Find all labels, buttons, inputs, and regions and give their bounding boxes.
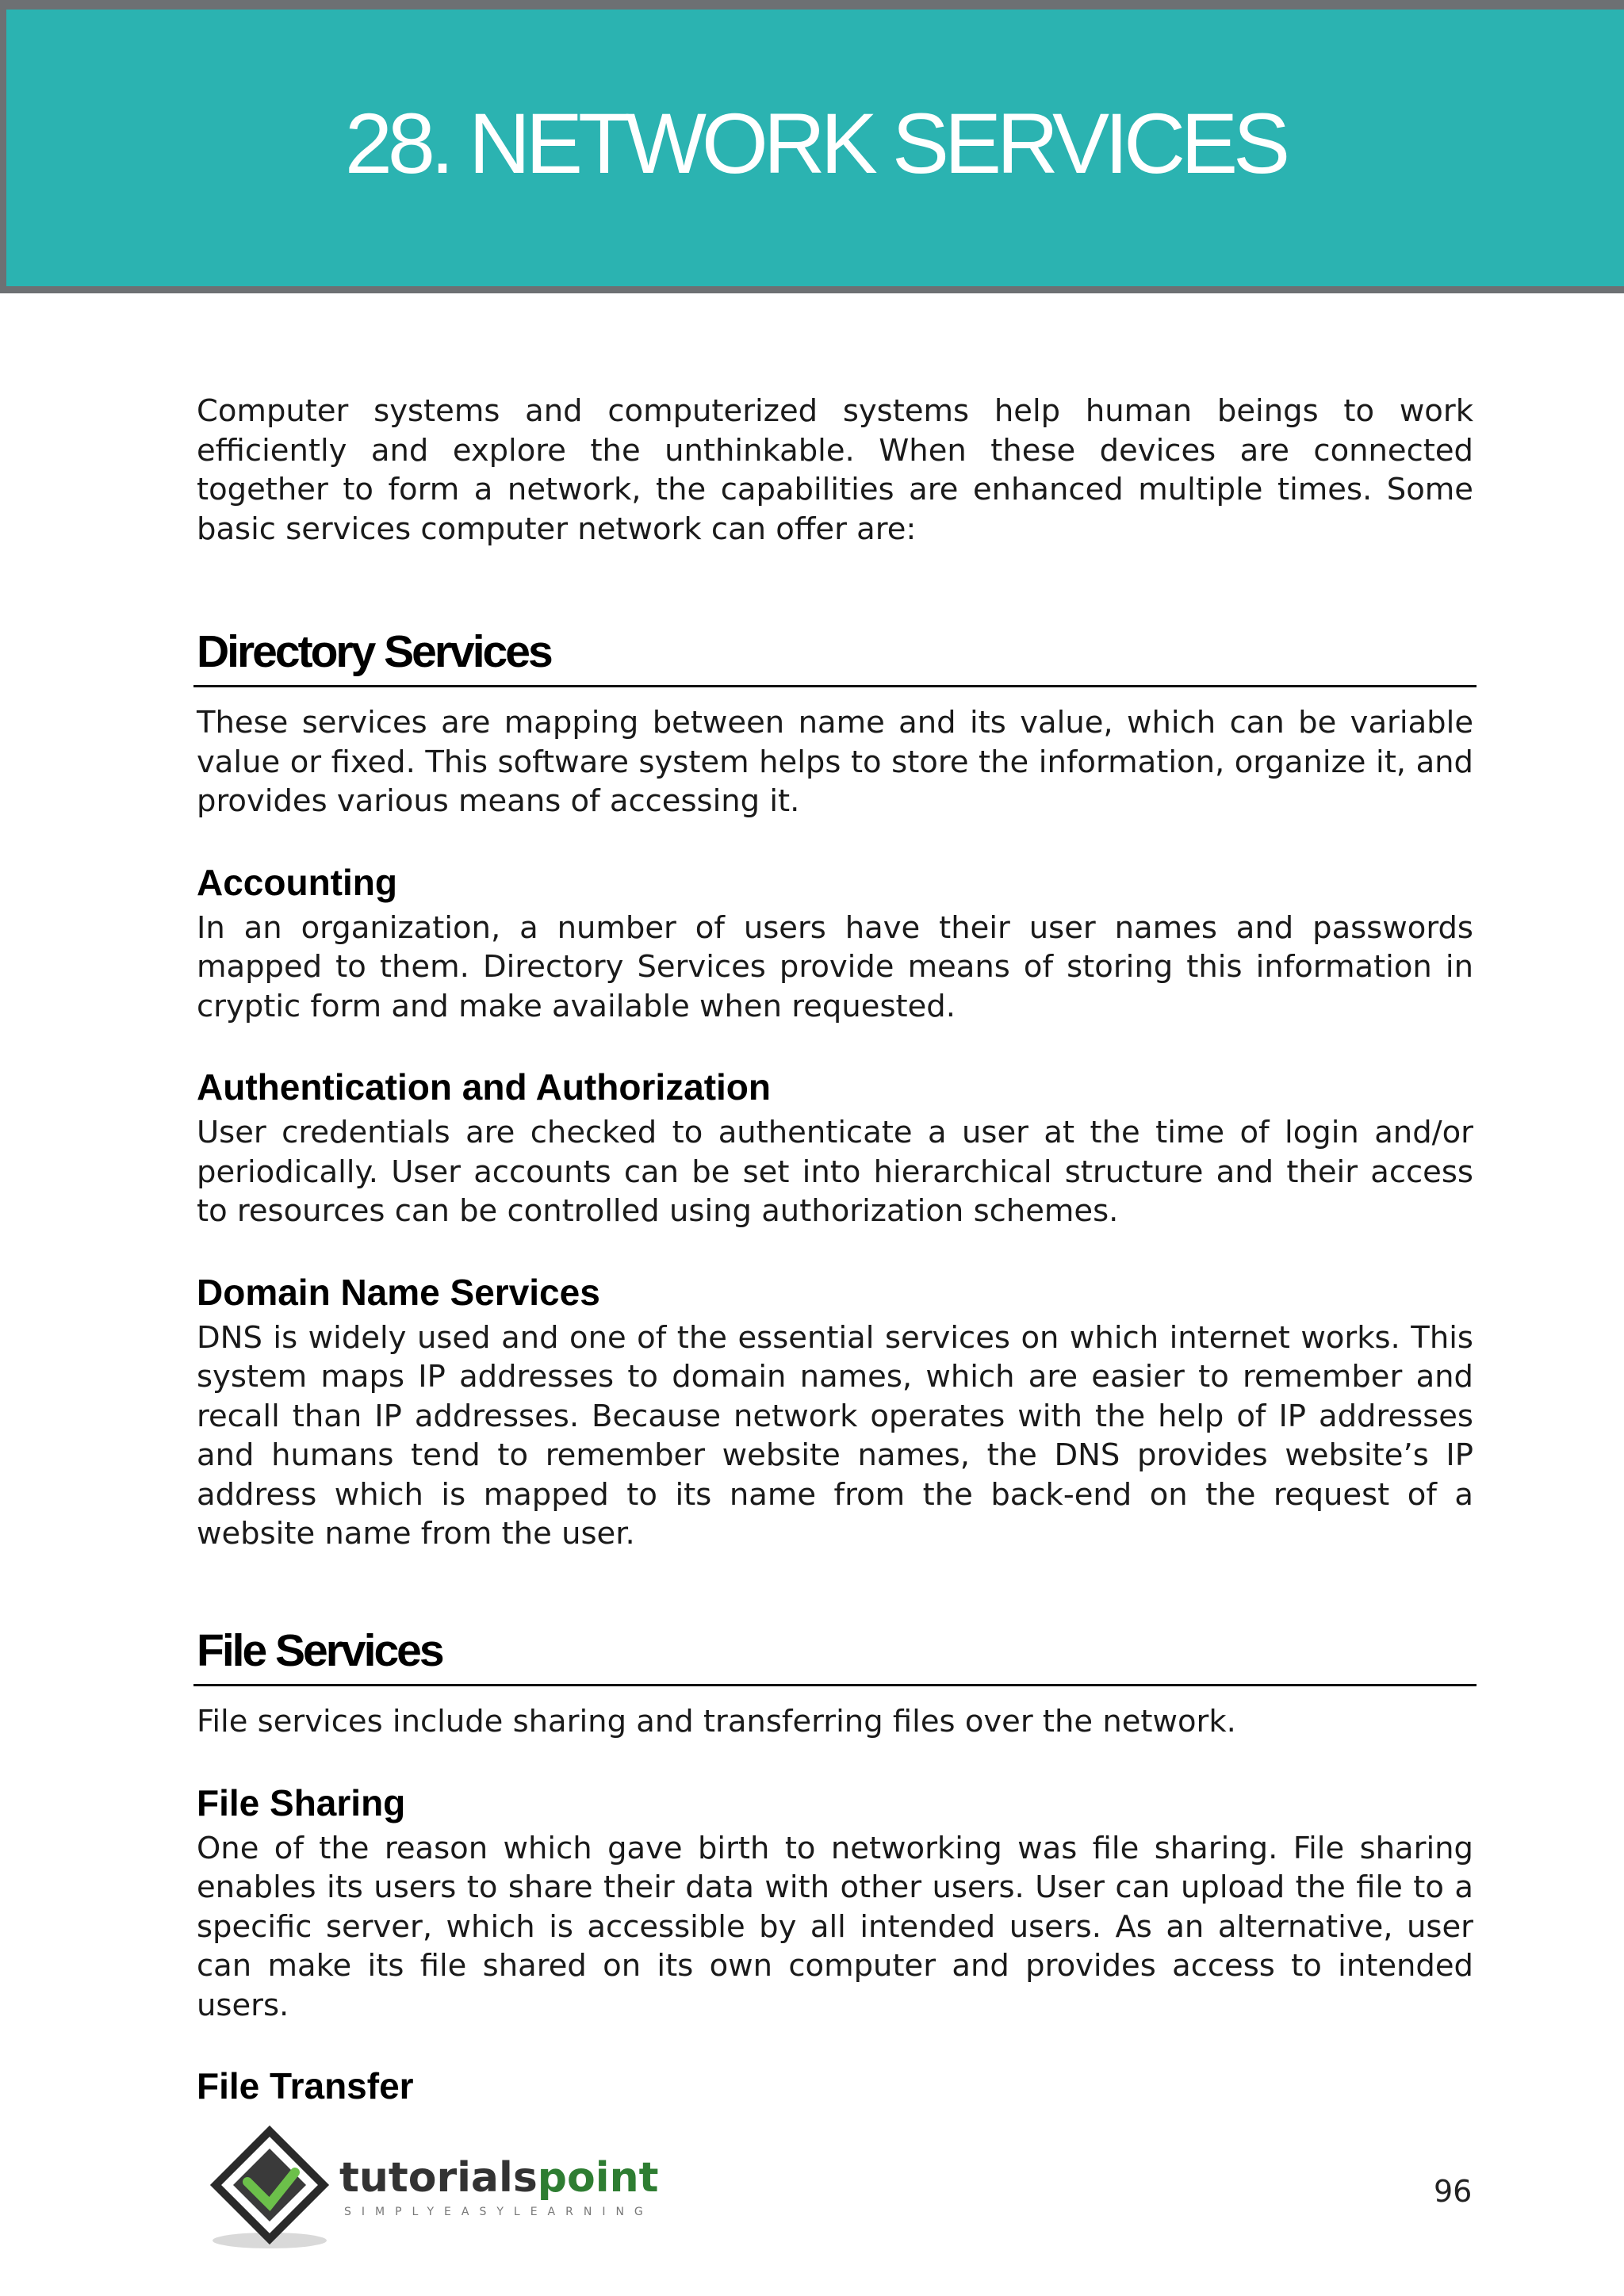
tutorialspoint-logo bbox=[206, 2125, 714, 2252]
subsection-heading: File Transfer bbox=[197, 2065, 414, 2107]
subsection-paragraph: User credentials are checked to authenticate a user at the time of login and/or periodically. User accounts can be set into hierarchical structure and their access to resources can be controlled using authorization schemes. bbox=[197, 1115, 1473, 1230]
section-directory-services bbox=[197, 625, 1473, 1554]
subsection-heading: Domain Name Services bbox=[197, 1271, 600, 1313]
chapter-banner bbox=[0, 0, 1624, 293]
logo-tagline: SIMPLYEASYLEARNING bbox=[344, 2206, 653, 2218]
page-content bbox=[197, 392, 1473, 2112]
chapter-title: 28. NETWORK SERVICES bbox=[344, 95, 1286, 191]
logo-wordmark: tutorialspoint bbox=[339, 2154, 659, 2202]
page-number: 96 bbox=[1434, 2174, 1473, 2209]
intro-paragraph: Computer systems and computerized systems help human beings to work efficiently and explore the unthinkable. When these devices are connected together to form a network, the capabilities are enhanced multiple times. Some basic services computer network can offer are: bbox=[197, 393, 1473, 547]
subsection-paragraph: One of the reason which gave birth to networking was file sharing. File sharing enables its users to share their data with other users. User can upload the file to a specific server, which is accessible by all intended users. As an alternative, user can make its file shared on its own computer and provides access to intended users. bbox=[197, 1830, 1473, 2023]
subsection-paragraph: In an organization, a number of users have their user names and passwords mapped to them. Directory Services provide means of storing this information in cryptic form and make available when requested. bbox=[197, 909, 1473, 1024]
subsection-heading: Authentication and Authorization bbox=[197, 1066, 772, 1108]
section-heading: File Services bbox=[193, 1624, 1477, 1686]
subsection-heading: File Sharing bbox=[197, 1781, 406, 1823]
subsection-paragraph: DNS is widely used and one of the essential services on which internet works. This system maps IP addresses to domain names, which are easier to remember and recall than IP addresses. Because network operates with the help of IP addresses and humans tend to remember website names, the DNS provides website’s IP address which is mapped to its name from the back-end on the request of a website name from the user. bbox=[197, 1319, 1473, 1552]
section-paragraph: File services include sharing and transferring files over the network. bbox=[197, 1704, 1236, 1740]
section-file-services bbox=[197, 1624, 1473, 2107]
section-paragraph: These services are mapping between name and its value, which can be variable value or fixed. This software system helps to store the information, organize it, and provides various means of accessing it. bbox=[197, 705, 1473, 820]
subsection-heading: Accounting bbox=[197, 861, 397, 903]
section-heading: Directory Services bbox=[193, 625, 1477, 687]
